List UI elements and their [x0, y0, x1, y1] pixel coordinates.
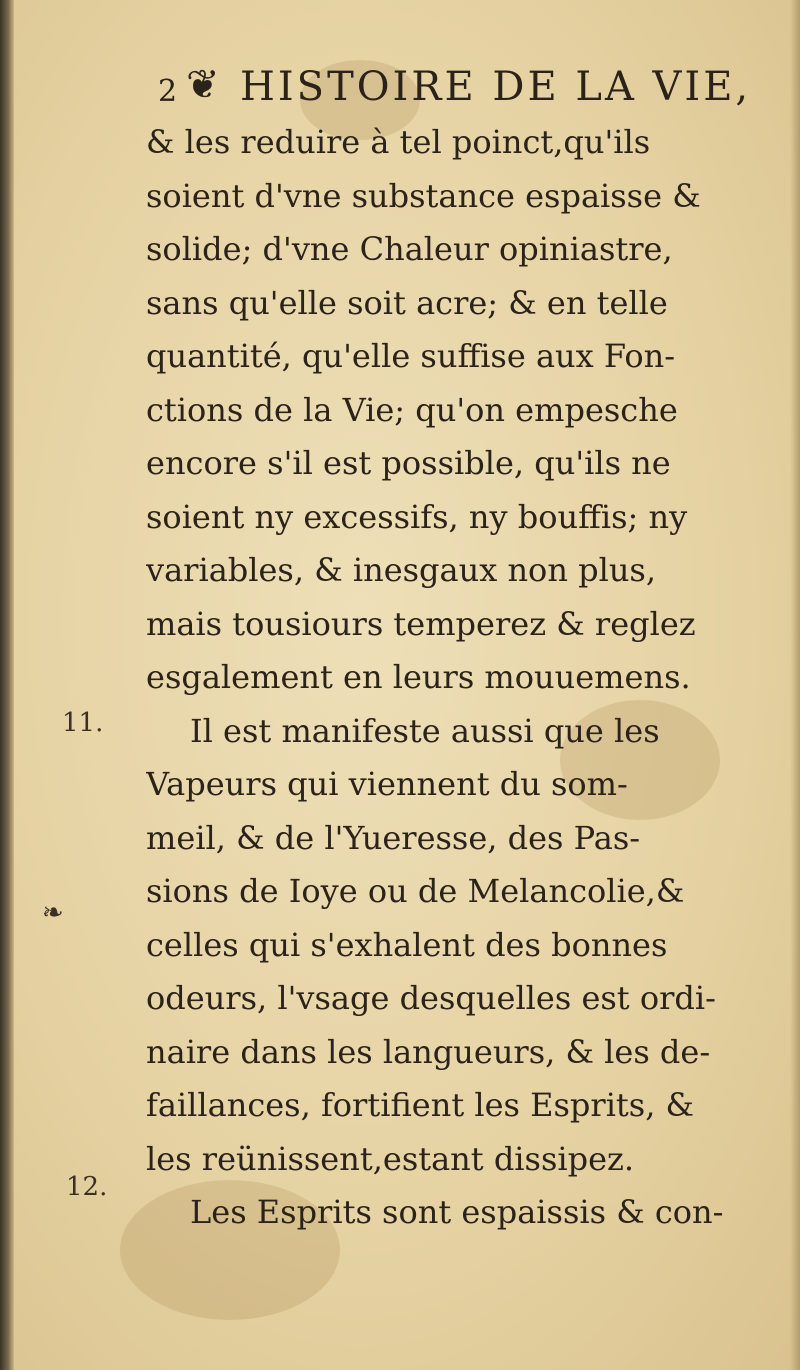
- fleuron-icon: ❦: [186, 62, 220, 108]
- section-number-12: 12.: [66, 1172, 108, 1202]
- running-title: HISTOIRE DE LA VIE,: [240, 64, 752, 110]
- text-line: esgalement en leurs mouuemens.: [146, 658, 691, 696]
- paragraph-start-line: Il est manifeste aussi que les: [190, 711, 660, 750]
- margin-mark-icon: ❧: [42, 898, 64, 928]
- text-line: quantité, qu'elle suffise aux Fon-: [146, 337, 675, 375]
- text-line: & les reduire à tel poinct,qu'ils: [146, 123, 651, 161]
- text-line: soient ny excessifs, ny bouffis; ny: [146, 497, 688, 536]
- text-line: Vapeurs qui viennent du som-: [146, 765, 628, 803]
- text-line: celles qui s'exhalent des bonnes: [146, 925, 668, 964]
- page-header: [142, 60, 782, 116]
- text-line: solide; d'vne Chaleur opiniastre,: [146, 230, 673, 268]
- text-line: odeurs, l'vsage desquelles est ordi-: [146, 979, 716, 1017]
- page-gutter-shadow: [0, 0, 14, 1370]
- paragraph-start-line: Les Esprits sont espaissis & con-: [190, 1193, 724, 1231]
- text-line: ctions de la Vie; qu'on empesche: [146, 390, 678, 429]
- text-line: mais tousiours temperez & reglez: [146, 604, 696, 643]
- page-number: 2: [158, 74, 178, 109]
- text-line: encore s'il est possible, qu'ils ne: [146, 444, 671, 482]
- text-line: soient d'vne substance espaisse &: [146, 176, 701, 215]
- text-line: sans qu'elle soit acre; & en telle: [146, 283, 668, 322]
- text-line: naire dans les langueurs, & les de-: [146, 1032, 711, 1071]
- text-line: sions de Ioye ou de Melancolie,&: [146, 872, 685, 910]
- text-line: meil, & de l'Yueresse, des Pas-: [146, 818, 641, 857]
- text-line: les reünissent,estant dissipez.: [146, 1139, 635, 1178]
- page-edge-shading: [790, 0, 800, 1370]
- text-line: faillances, fortifient les Esprits, &: [146, 1086, 695, 1124]
- text-block: [146, 116, 786, 1240]
- section-number-11: 11.: [62, 708, 104, 738]
- text-line: variables, & inesgaux non plus,: [146, 551, 657, 589]
